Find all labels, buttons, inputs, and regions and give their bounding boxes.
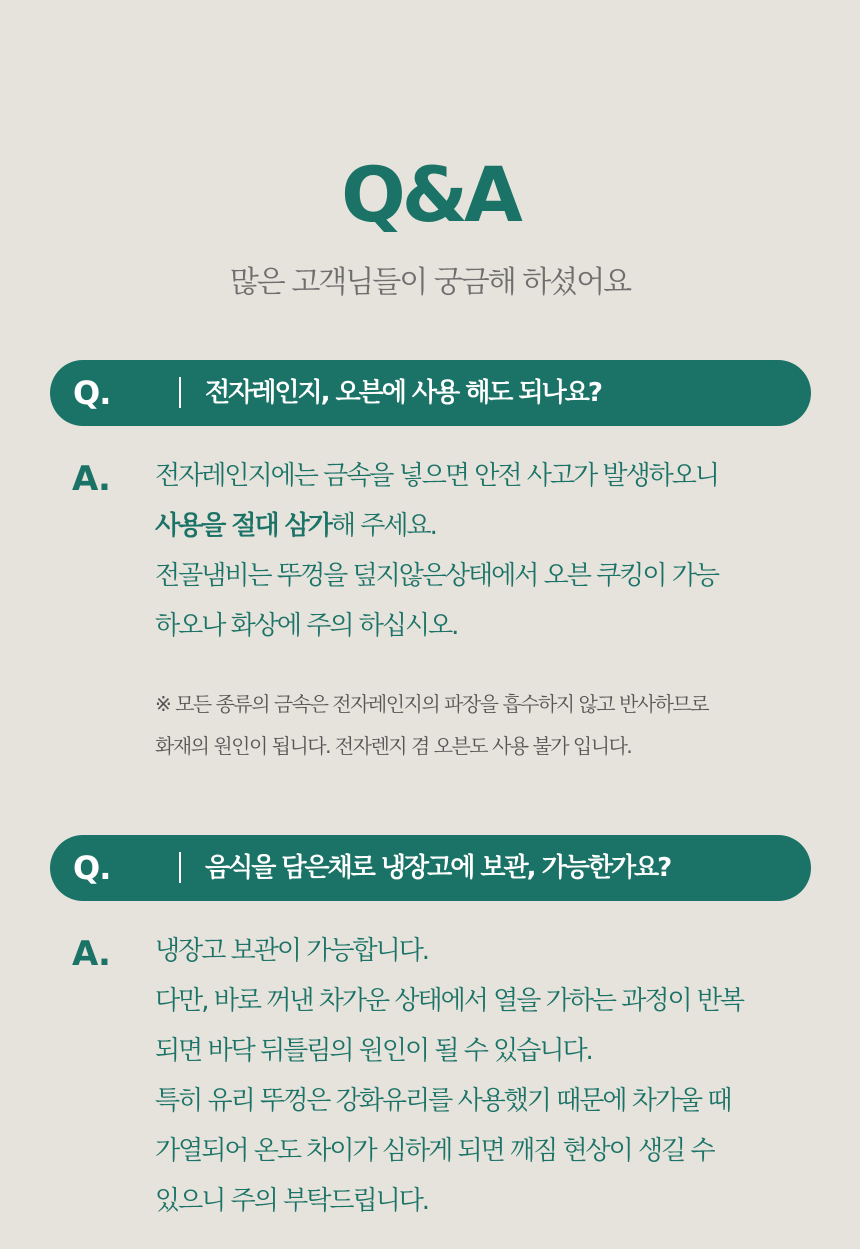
answer-line [155, 501, 835, 551]
answer-text-2 [155, 926, 835, 1226]
answer-line: 전골냄비는 뚜껑을 덮지않은상태에서 오븐 쿠킹이 가능 [155, 561, 718, 591]
answer-line: 있으니 주의 부탁드립니다. [155, 1186, 429, 1216]
question-mark-label: Q. [73, 849, 111, 887]
answer-line: 냉장고 보관이 가능합니다. [155, 936, 429, 966]
answer-line: 되면 바닥 뒤틀림의 원인이 될 수 있습니다. [155, 1036, 592, 1066]
question-mark-label: Q. [73, 374, 111, 412]
answer-mark-label: A. [72, 934, 110, 974]
answer-note [155, 683, 835, 767]
page-subtitle: 많은 고객님들이 궁금해 하셨어요 [229, 265, 631, 300]
question-bar-1 [50, 360, 811, 426]
question-text: 전자레인지, 오븐에 사용 해도 되나요? [205, 378, 601, 408]
answer-text-1 [155, 451, 835, 651]
question-divider [179, 852, 181, 883]
note-line: ※ 모든 종류의 금속은 전자레인지의 파장을 흡수하지 않고 반사하므로 [155, 692, 709, 716]
question-divider [179, 377, 181, 408]
answer-line: 하오나 화상에 주의 하십시오. [155, 611, 458, 641]
answer-line: 다만, 바로 꺼낸 차가운 상태에서 열을 가하는 과정이 반복 [155, 986, 744, 1016]
answer-mark-label: A. [72, 459, 110, 499]
note-line: 화재의 원인이 됩니다. 전자렌지 겸 오븐도 사용 불가 입니다. [155, 734, 632, 758]
page-title: Q&A [341, 150, 519, 239]
question-bar-2 [50, 835, 811, 901]
answer-line: 가열되어 온도 차이가 심하게 되면 깨짐 현상이 생길 수 [155, 1136, 714, 1166]
answer-line: 전자레인지에는 금속을 넣으면 안전 사고가 발생하오니 [155, 461, 718, 491]
answer-emphasis: 사용을 절대 삼가 [155, 511, 331, 541]
question-text: 음식을 담은채로 냉장고에 보관, 가능한가요? [205, 853, 671, 883]
answer-line-rest: 해 주세요. [330, 511, 436, 541]
answer-line: 특히 유리 뚜껑은 강화유리를 사용했기 때문에 차가울 때 [155, 1086, 731, 1116]
